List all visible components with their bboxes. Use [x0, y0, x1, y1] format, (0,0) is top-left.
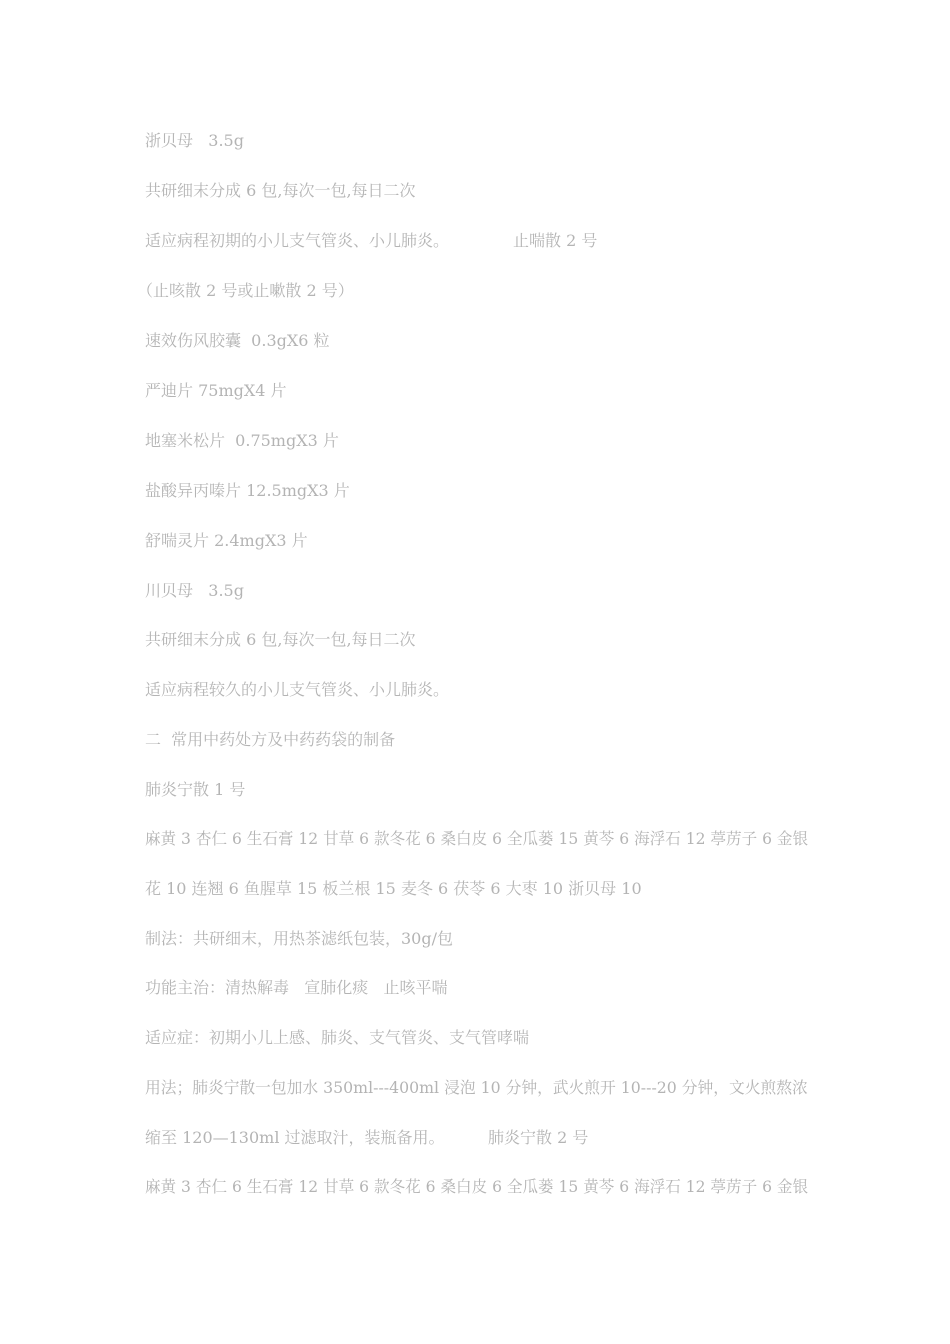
text-line-dosage-instruction-2: 共研细末分成 6 包,每次一包,每日二次 — [145, 630, 416, 649]
text-line-formula-1b: 花 10 连翘 6 鱼腥草 15 板兰根 15 麦冬 6 茯苓 6 大枣 10 浙贝母 10 — [145, 879, 642, 898]
heading-zhichuan-san-2: 止喘散 2 号 — [513, 231, 598, 250]
heading-feiyanning-1: 肺炎宁散 1 号 — [145, 780, 246, 799]
text-line-formula-1a: 麻黄 3 杏仁 6 生石膏 12 甘草 6 款冬花 6 桑白皮 6 全瓜蒌 15 黄芩 6 海浮石 12 葶苈子 6 金银 — [145, 829, 809, 848]
text-line-indication-late: 适应病程较久的小儿支气管炎、小儿肺炎。 — [145, 680, 450, 699]
text-line-chuanbeimu: 川贝母 3.5g — [145, 581, 244, 600]
text-line-salbutamol: 舒喘灵片 2.4mgX3 片 — [145, 531, 308, 550]
heading-feiyanning-2: 肺炎宁散 2 号 — [488, 1128, 589, 1147]
text-line-dexamethasone: 地塞米松片 0.75mgX3 片 — [145, 431, 339, 450]
text-line-promethazine: 盐酸异丙嗪片 12.5mgX3 片 — [145, 481, 350, 500]
text-line-yandi: 严迪片 75mgX4 片 — [145, 381, 287, 400]
text-line-indications: 适应症：初期小儿上感、肺炎、支气管炎、支气管哮喘 — [145, 1028, 530, 1047]
text-line-usage-b: 缩至 120—130ml 过滤取汁，装瓶备用。 — [145, 1128, 445, 1147]
text-line-dosage-instruction: 共研细末分成 6 包,每次一包,每日二次 — [145, 181, 416, 200]
text-line-alias: （止咳散 2 号或止嗽散 2 号） — [137, 281, 354, 300]
text-line-indication-early: 适应病程初期的小儿支气管炎、小儿肺炎。 — [145, 231, 450, 250]
text-line-function: 功能主治：清热解毒 宣肺化痰 止咳平喘 — [145, 978, 448, 997]
text-line-formula-2a: 麻黄 3 杏仁 6 生石膏 12 甘草 6 款冬花 6 桑白皮 6 全瓜蒌 15 黄芩 6 海浮石 12 葶苈子 6 金银 — [145, 1177, 809, 1196]
text-line-capsule: 速效伤风胶囊 0.3gX6 粒 — [145, 331, 330, 350]
text-line-usage-a: 用法；肺炎宁散一包加水 350ml---400ml 浸泡 10 分钟，武火煎开 10---20 分钟，文火煎熬浓 — [145, 1078, 808, 1097]
text-line-preparation: 制法：共研细末，用热茶滤纸包装，30g/包 — [145, 929, 453, 948]
section-heading: 二 常用中药处方及中药药袋的制备 — [145, 730, 396, 749]
text-line-zhebeimu: 浙贝母 3.5g — [145, 131, 244, 150]
